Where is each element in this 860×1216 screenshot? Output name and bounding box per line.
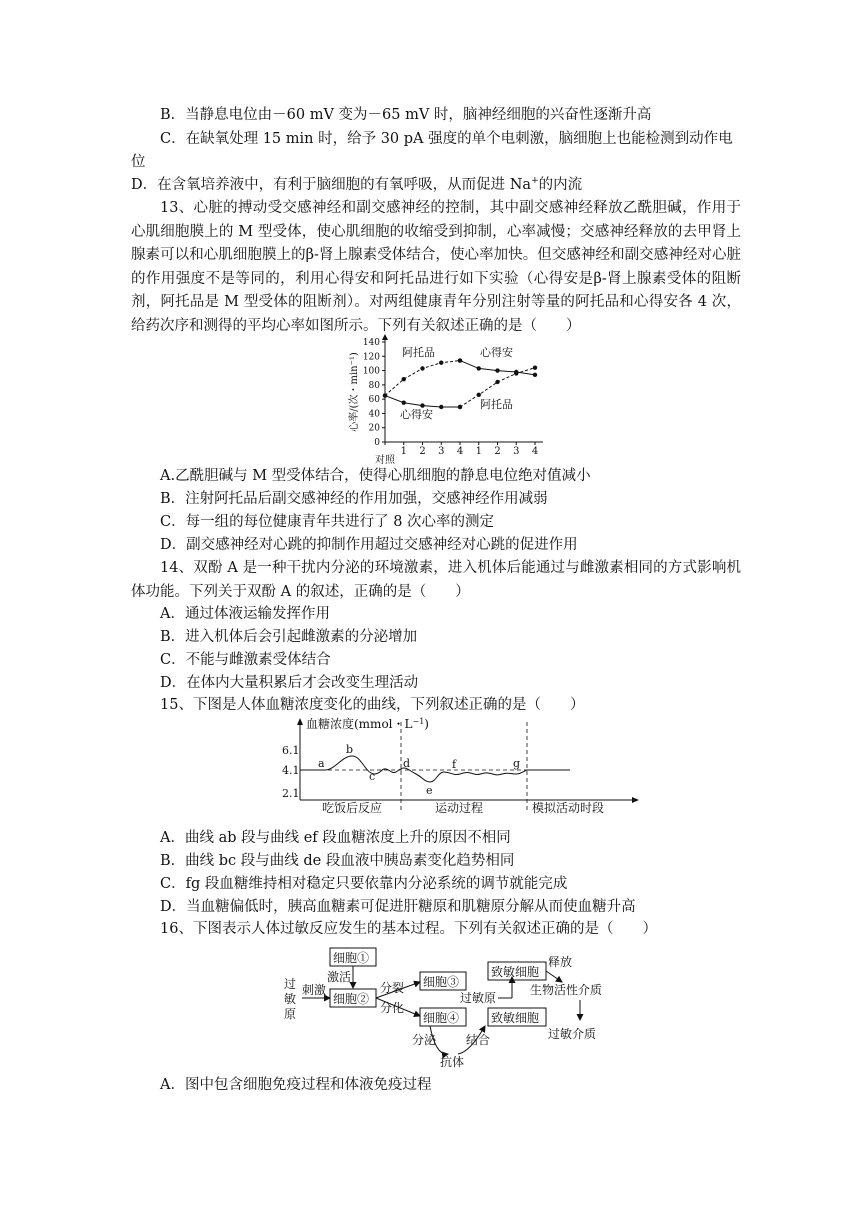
- glucose-x-arrow: [632, 797, 639, 803]
- hr-data-point: [495, 368, 499, 372]
- divide-label: 分裂: [380, 981, 405, 995]
- glucose-point-b: b: [346, 743, 354, 756]
- hr-ytick-label: 20: [368, 423, 380, 434]
- question-13-stem: 13、心脏的搏动受交感神经和副交感神经的控制，其中副交感神经释放乙酰胆碱，作用于心肌细胞膜上的 M 型受体，使心肌细胞的收缩受到抑制，心率减慢；交感神经释放的去甲肾上腺素可以和心肌细胞膜上的β-肾上腺素受体结合，使心率加快。但交感神经和副交感神经对心脏的作用强度不是等同的，利用心得安和阿托品进行如下实验（心得安是β-肾上腺素受体的阻断剂，阿托品是 M 型受体的阻断剂）。对两组健康青年分别注射等量的阿托品和心得安各 4 次，给药次序和测得的平均心率如图所示。下列有关叙述正确的是（ ）: [131, 200, 741, 334]
- sensitized-cell-bottom-label: 致敏细胞: [491, 1011, 540, 1025]
- glucose-ytick-2.1: 2.1: [282, 787, 300, 800]
- question-16-stem: 16、下图表示人体过敏反应发生的基本过程。下列有关叙述正确的是（ ）: [160, 921, 657, 937]
- activate-label: 激活: [327, 970, 352, 984]
- q13-option-a: A.乙酰胆碱与 M 型受体结合，使得心肌细胞的静息电位绝对值减小: [160, 468, 591, 484]
- hr-ytick-label: 120: [362, 352, 380, 363]
- hr-xtick-label: 3: [513, 446, 520, 457]
- hr-data-point: [495, 380, 499, 384]
- stimulate-label: 刺激: [302, 983, 327, 997]
- hr-ytick-label: 60: [368, 395, 380, 406]
- allergen-char-3: 原: [284, 1007, 297, 1021]
- na-superscript: +: [531, 176, 539, 187]
- glucose-point-e: e: [426, 784, 433, 797]
- q15-option-c: C．fg 段血糖维持相对稳定只要依靠内分泌系统的调节就能完成: [160, 876, 568, 892]
- heart-rate-chart: [330, 334, 560, 464]
- hr-xtick-label: 2: [494, 446, 501, 457]
- cell1-label: 细胞①: [333, 951, 370, 965]
- hr-ytick-label: 40: [368, 409, 380, 420]
- secrete-label: 分泌: [412, 1033, 437, 1047]
- allergy-diagram: [280, 944, 640, 1072]
- hr-data-point: [533, 373, 537, 377]
- bioactive-label: 生物活性介质: [530, 983, 603, 997]
- hr-ytick-label: 100: [362, 366, 380, 377]
- glucose-phase-2: 运动过程: [435, 801, 484, 815]
- glucose-ytick-4.1: 4.1: [282, 764, 300, 777]
- option-12d: [131, 174, 731, 198]
- hr-ytick-label: 0: [374, 438, 380, 448]
- question-15-stem: 15、下图是人体血糖浓度变化的曲线，下列叙述正确的是（ ）: [160, 697, 585, 713]
- hr-ytick-label: 80: [368, 380, 380, 391]
- q15-option-a: A．曲线 ab 段与曲线 ef 段血糖浓度上升的原因不相同: [160, 830, 511, 846]
- hr-series-label: 阿托品: [480, 398, 513, 411]
- option-12b: B．当静息电位由－60 mV 变为－65 mV 时，脑神经细胞的兴奋性逐渐升高: [160, 107, 652, 123]
- q13-option-c: C．每一组的每位健康青年共进行了 8 次心率的测定: [160, 514, 495, 530]
- differentiate-label: 分化: [380, 1001, 405, 1015]
- q13-option-d: D．副交感神经对心跳的抑制作用超过交感神经对心跳的促进作用: [160, 537, 578, 553]
- option-12d-text: D．在含氧培养液中，有利于脑细胞的有氧呼吸，从而促进 Na: [131, 177, 532, 193]
- mediator-label: 过敏介质: [548, 1027, 597, 1041]
- release-label: 释放: [548, 955, 573, 969]
- blood-glucose-chart: [280, 716, 660, 816]
- hr-ylabel: 心率/(次・min⁻¹): [349, 352, 360, 432]
- sensitized-cell-top-label: 致敏细胞: [491, 965, 540, 979]
- q14-option-d: D．在体内大量积累后才会改变生理活动: [160, 675, 419, 691]
- hr-data-point: [402, 377, 406, 381]
- glucose-point-d: d: [403, 757, 411, 770]
- hr-series-line: [385, 361, 460, 396]
- glucose-curve: [300, 756, 570, 782]
- q14-option-a: A．通过体液运输发挥作用: [160, 606, 330, 622]
- hr-data-point: [477, 393, 481, 397]
- hr-data-point: [420, 366, 424, 370]
- hr-ytick-label: 140: [362, 338, 380, 348]
- hr-xtick-label: 1: [475, 446, 482, 457]
- glucose-point-f: f: [452, 758, 457, 771]
- option-12c-cont: 位: [131, 154, 146, 170]
- hr-data-point: [533, 366, 537, 370]
- q15-option-d: D．当血糖偏低时，胰高血糖素可促进肝糖原和肌糖原分解从而使血糖升高: [160, 899, 636, 915]
- hr-data-point: [439, 361, 443, 365]
- option-12d-end: 的内流: [538, 177, 583, 193]
- hr-xtick-label: 4: [531, 446, 539, 457]
- hr-y-arrow: [382, 334, 388, 340]
- glucose-ytick-6.1: 6.1: [282, 744, 300, 757]
- cell2-label: 细胞②: [333, 992, 370, 1006]
- q14-option-c: C．不能与雌激素受体结合: [160, 652, 331, 668]
- cell3-label: 细胞③: [423, 975, 460, 989]
- glucose-phase-3: 模拟活动时段: [532, 801, 605, 815]
- hr-xtick-label: 1: [400, 446, 407, 457]
- q15-option-b: B．曲线 bc 段与曲线 de 段血液中胰岛素变化趋势相同: [160, 853, 515, 869]
- glucose-point-a: a: [318, 757, 325, 770]
- glucose-y-arrow: [297, 718, 303, 725]
- hr-xtick-label: 对照: [375, 455, 395, 464]
- question-14-stem: 14、双酚 A 是一种干扰内分泌的环境激素，进入机体后能通过与雌激素相同的方式影响机体功能。下列关于双酚 A 的叙述，正确的是（ ）: [131, 560, 741, 600]
- q13-option-b: B．注射阿托品后副交感神经的作用加强，交感神经作用减弱: [160, 491, 548, 507]
- hr-data-point: [439, 405, 443, 409]
- glucose-point-g: g: [513, 757, 521, 770]
- allergen2-label: 过敏原: [460, 991, 497, 1005]
- hr-xtick-label: 2: [419, 446, 426, 457]
- arrow-release: [546, 971, 562, 982]
- hr-series-label: 心得安: [480, 346, 513, 359]
- glucose-phase-1: 吃饭后反应: [322, 801, 383, 815]
- hr-data-point: [402, 401, 406, 405]
- hr-series-label: 阿托品: [402, 346, 435, 359]
- antibody-label: 抗体: [440, 1055, 465, 1069]
- combine-label: 结合: [466, 1033, 491, 1047]
- q16-option-a: A．图中包含细胞免疫过程和体液免疫过程: [160, 1077, 432, 1093]
- hr-data-point: [458, 405, 462, 409]
- q14-option-b: B．进入机体后会引起雌激素的分泌增加: [160, 629, 418, 645]
- hr-data-point: [383, 393, 387, 397]
- hr-data-point: [458, 358, 462, 362]
- glucose-ylabel: 血糖浓度(mmol・$L^{-1}$): [306, 717, 429, 731]
- hr-xtick-label: 3: [438, 446, 445, 457]
- hr-data-point: [477, 366, 481, 370]
- allergen-char-1: 过: [284, 977, 297, 991]
- option-12c: C．在缺氧处理 15 min 时，给予 30 pA 强度的单个电刺激，脑细胞上也能检测到动作电: [160, 131, 733, 147]
- hr-xtick-label: 4: [456, 446, 464, 457]
- hr-data-point: [514, 371, 518, 375]
- cell4-label: 细胞④: [423, 1011, 460, 1025]
- allergen-char-2: 敏: [284, 992, 297, 1006]
- glucose-point-c: c: [369, 770, 376, 783]
- hr-series-label: 心得安: [400, 408, 433, 421]
